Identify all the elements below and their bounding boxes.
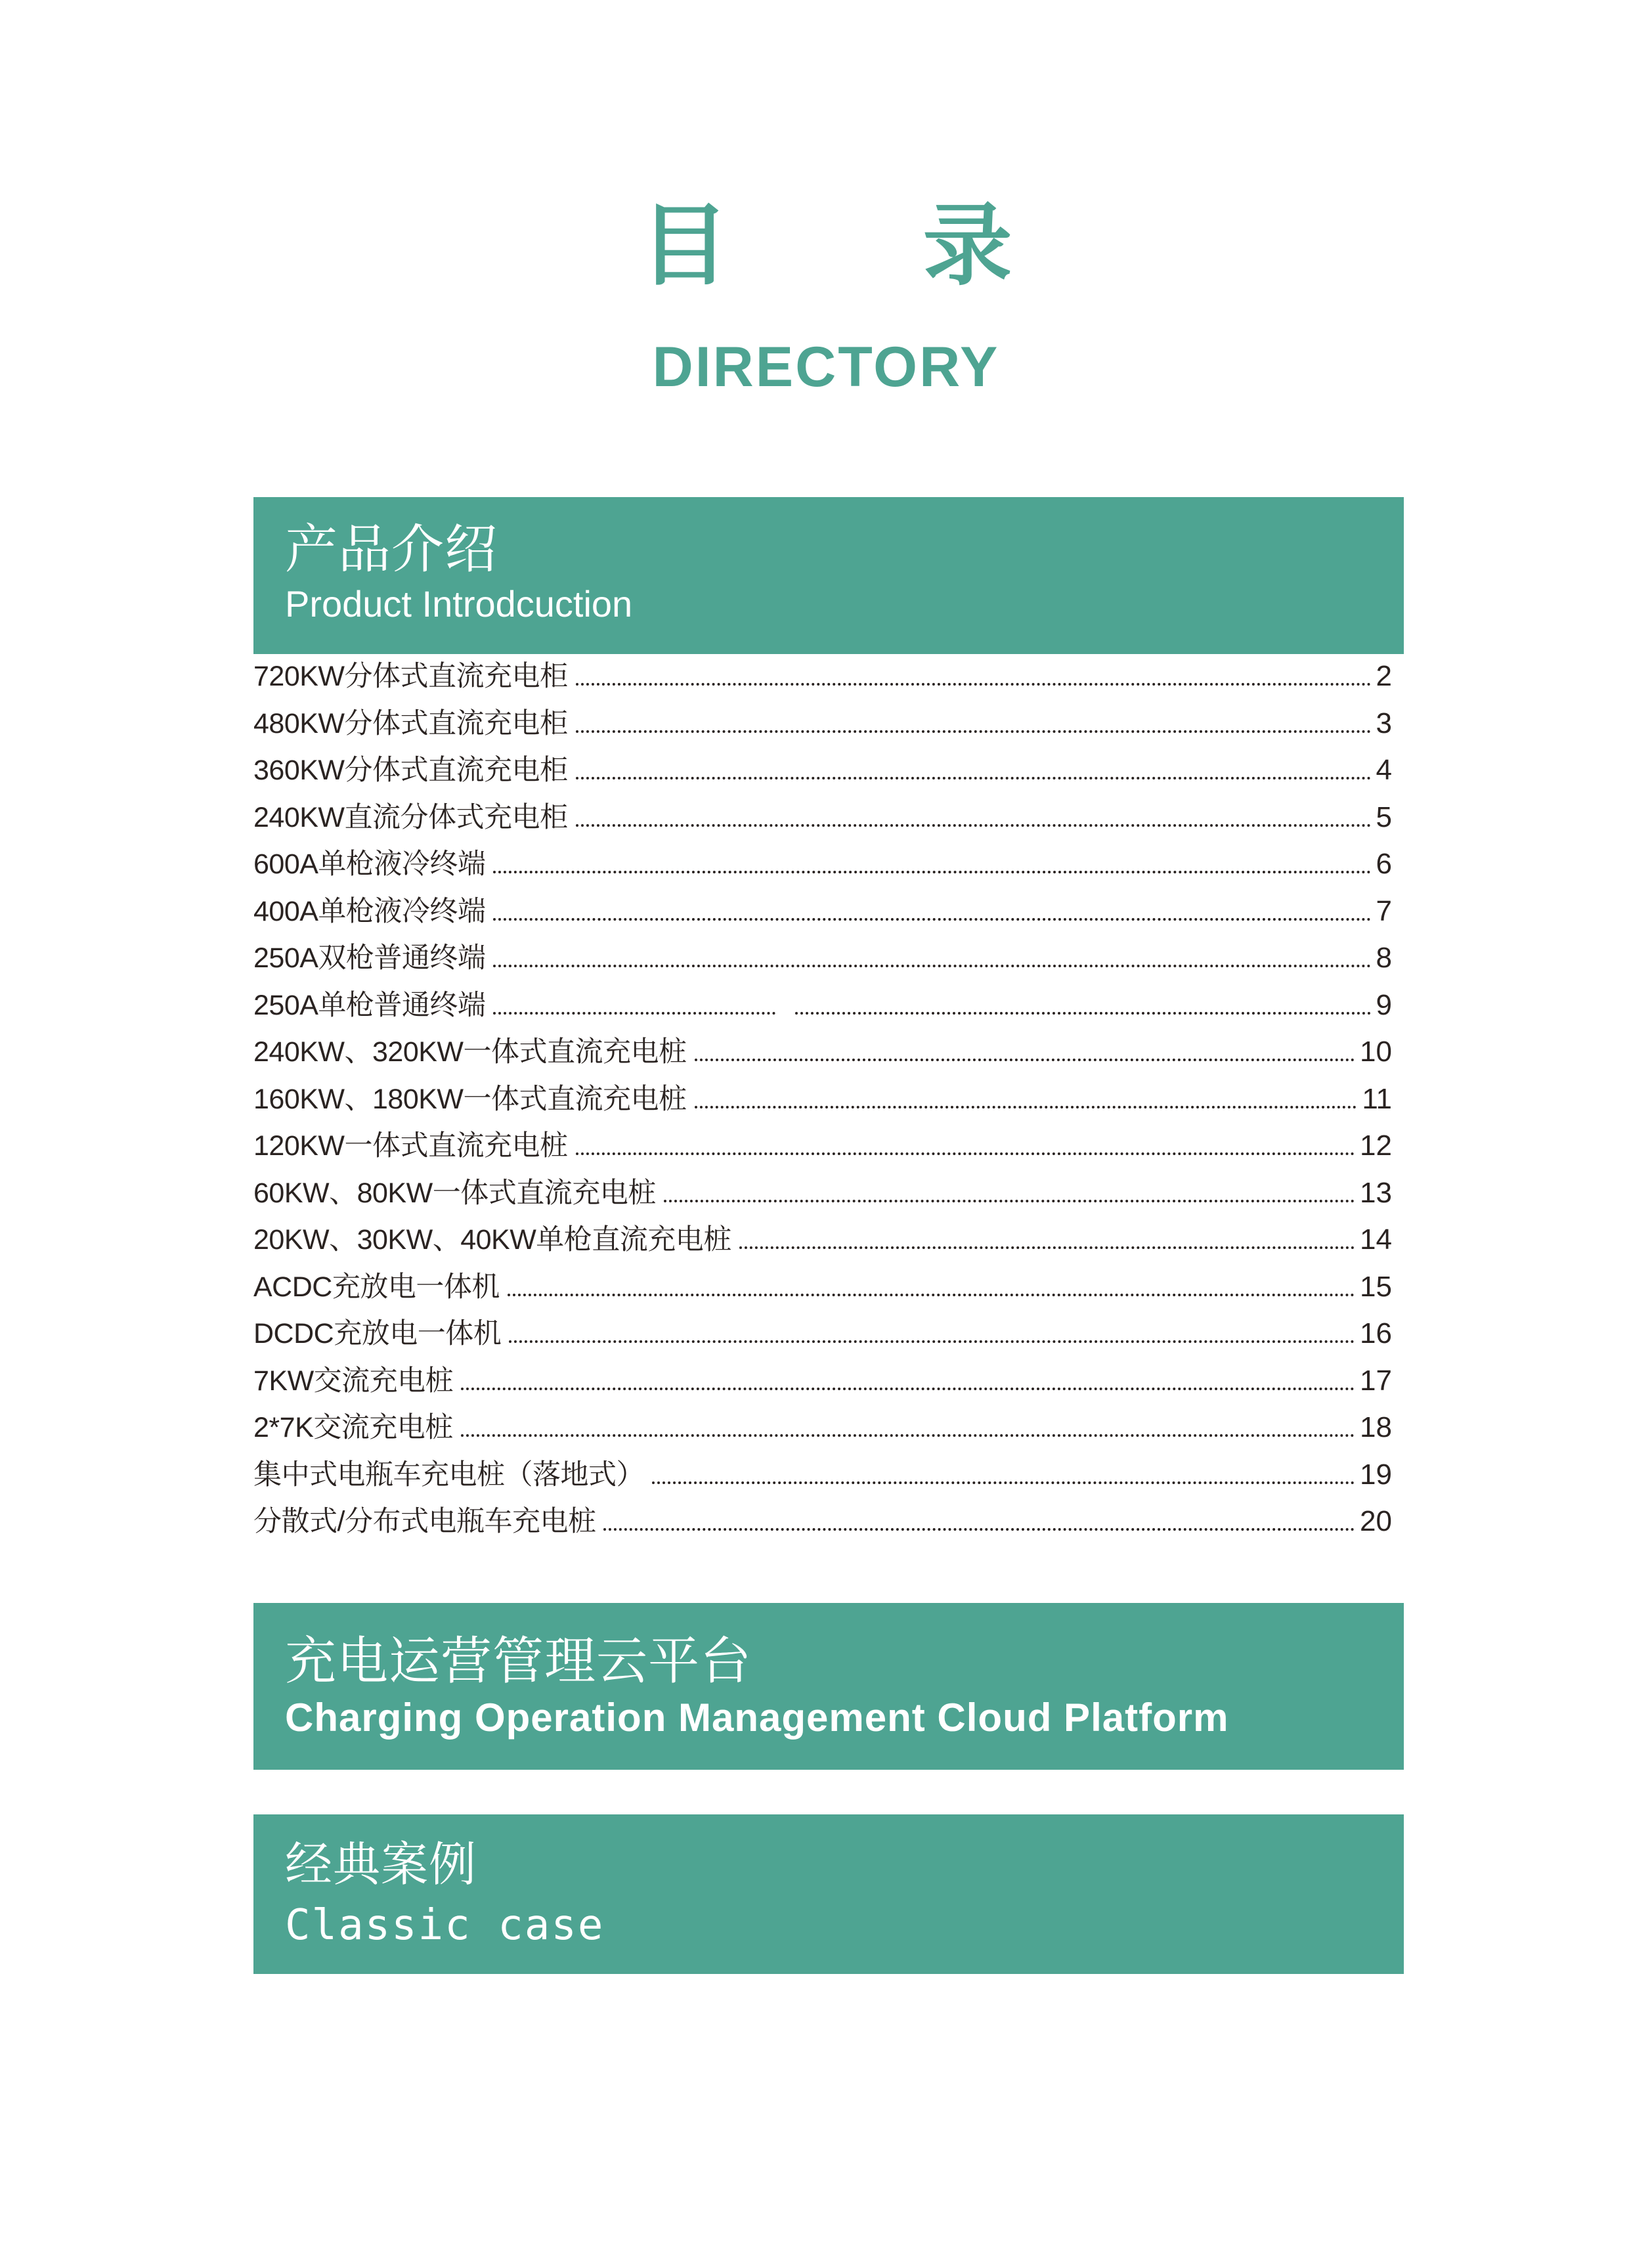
toc-entry-label: 480KW分体式直流充电柜 [253, 707, 568, 739]
toc-entry [253, 1498, 1392, 1545]
toc-leader-dots [576, 1152, 1355, 1155]
toc-entry-label: 240KW、320KW一体式直流充电桩 [253, 1036, 687, 1068]
toc-entry-label: 120KW一体式直流充电桩 [253, 1130, 568, 1162]
toc-entry [253, 653, 1392, 700]
toc-entry-page-number: 18 [1360, 1411, 1392, 1443]
toc-entry [253, 888, 1392, 935]
toc-list [253, 653, 1392, 1545]
toc-leader-dots [652, 1481, 1355, 1484]
toc-entry [253, 794, 1392, 841]
page-title-english: DIRECTORY [652, 336, 1000, 399]
toc-leader-dots [576, 777, 1371, 779]
section-title-cn: 充电运营管理云平台 [285, 1632, 752, 1690]
toc-entry-label: 60KW、80KW一体式直流充电桩 [253, 1177, 656, 1209]
section-title-en: Product Introdcuction [285, 583, 633, 625]
section-title-cn: 经典案例 [285, 1839, 477, 1891]
toc-entry-page-number: 20 [1360, 1505, 1392, 1537]
toc-leader-dots [509, 1340, 1355, 1343]
toc-entry-page-number: 9 [1376, 988, 1392, 1021]
toc-entry [253, 1216, 1392, 1263]
toc-entry-page-number: 17 [1360, 1364, 1392, 1397]
toc-leader-dots [493, 965, 1370, 967]
toc-entry-page-number: 2 [1376, 660, 1392, 692]
toc-entry [253, 1076, 1392, 1123]
toc-entry-page-number: 6 [1376, 848, 1392, 880]
toc-entry [253, 982, 1392, 1029]
toc-entry-label: 360KW分体式直流充电柜 [253, 755, 568, 786]
toc-entry-page-number: 14 [1360, 1223, 1392, 1256]
section-title-en: Charging Operation Management Cloud Platform [285, 1696, 1229, 1740]
toc-entry-page-number: 3 [1376, 707, 1392, 739]
toc-leader-dots [739, 1246, 1355, 1249]
toc-leader-dots [576, 730, 1371, 733]
toc-leader-dots [493, 871, 1370, 873]
section-banner-product-introduction [253, 497, 1404, 654]
toc-entry [253, 700, 1392, 747]
toc-entry-page-number: 13 [1360, 1176, 1392, 1209]
toc-entry-page-number: 10 [1360, 1036, 1392, 1068]
toc-entry [253, 1310, 1392, 1357]
toc-entry [253, 747, 1392, 794]
toc-leader-dots [493, 1012, 775, 1015]
toc-entry-page-number: 16 [1360, 1317, 1392, 1349]
toc-entry [253, 1170, 1392, 1217]
toc-entry-label: 2*7K交流充电桩 [253, 1412, 453, 1443]
toc-entry [253, 1263, 1392, 1311]
toc-leader-dots [461, 1388, 1355, 1390]
toc-entry-page-number: 8 [1376, 942, 1392, 974]
toc-entry [253, 1028, 1392, 1076]
toc-entry [253, 1404, 1392, 1451]
toc-entry-page-number: 11 [1362, 1082, 1392, 1115]
toc-entry [253, 841, 1392, 888]
toc-entry-label: 600A单枪液冷终端 [253, 848, 486, 880]
toc-entry-page-number: 5 [1376, 800, 1392, 833]
toc-entry-page-number: 19 [1360, 1458, 1392, 1491]
toc-entry [253, 1122, 1392, 1170]
section-banner-cloud-platform [253, 1603, 1404, 1770]
toc-entry [253, 1451, 1392, 1499]
toc-leader-dots [576, 824, 1371, 827]
toc-leader-dots [664, 1200, 1355, 1202]
toc-entry-label: 集中式电瓶车充电桩（落地式） [253, 1458, 644, 1491]
toc-entry-label: 400A单枪液冷终端 [253, 895, 486, 927]
toc-leader-dots [695, 1106, 1357, 1108]
toc-entry-page-number: 4 [1376, 754, 1392, 786]
toc-entry-label: 250A单枪普通终端 [253, 989, 486, 1021]
toc-entry-label: 240KW直流分体式充电柜 [253, 801, 568, 833]
toc-leader-dots [461, 1434, 1355, 1437]
toc-leader-dots [603, 1528, 1355, 1531]
toc-leader-dots [795, 1012, 1371, 1015]
toc-entry-label: 720KW分体式直流充电柜 [253, 661, 568, 692]
section-banner-classic-case [253, 1814, 1404, 1974]
toc-entry-label: ACDC充放电一体机 [253, 1271, 500, 1303]
page-title-chinese: 目录 [640, 196, 1206, 296]
toc-entry-label: 分散式/分布式电瓶车充电桩 [253, 1506, 596, 1537]
toc-leader-dots [508, 1294, 1355, 1296]
toc-leader-dots [695, 1059, 1355, 1061]
toc-entry-label: 250A双枪普通终端 [253, 942, 486, 974]
toc-leader-dots [493, 918, 1370, 921]
toc-entry-page-number: 12 [1360, 1129, 1392, 1162]
toc-entry-label: 7KW交流充电桩 [253, 1365, 454, 1397]
toc-entry-label: 160KW、180KW一体式直流充电桩 [253, 1083, 687, 1115]
toc-leader-dots [576, 683, 1371, 686]
toc-entry-page-number: 7 [1376, 894, 1392, 927]
toc-entry [253, 934, 1392, 982]
section-title-en: Classic case [285, 1901, 605, 1950]
toc-entry-label: 20KW、30KW、40KW单枪直流充电桩 [253, 1224, 731, 1256]
toc-entry [253, 1357, 1392, 1405]
section-title-cn: 产品介绍 [285, 520, 498, 579]
toc-entry-label: DCDC充放电一体机 [253, 1318, 502, 1349]
toc-entry-page-number: 15 [1360, 1270, 1392, 1303]
